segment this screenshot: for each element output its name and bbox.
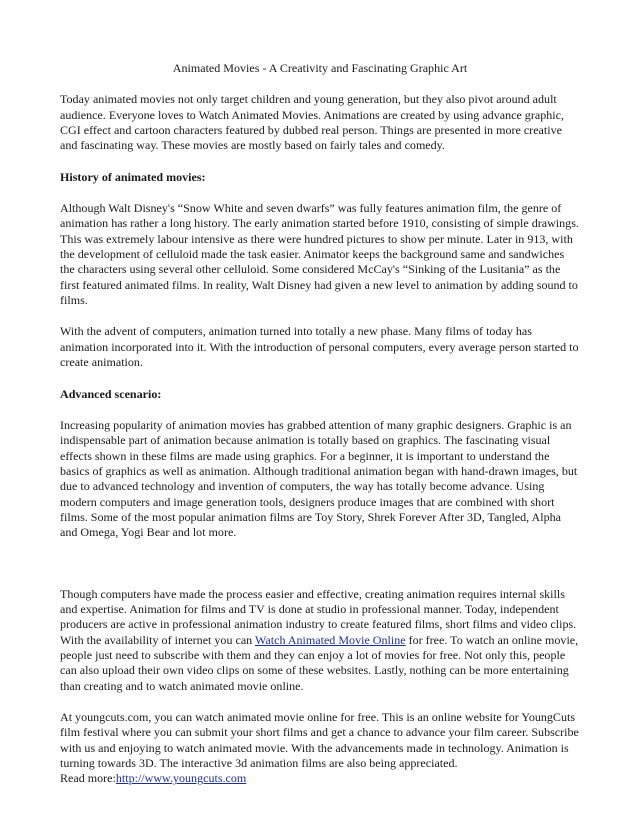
intro-paragraph: Today animated movies not only target children and young generation, but they also pivot around adult audience. Everyone loves to Watch Animated Movies. Animations are created by using advance graphic, CGI effect and cartoon characters featured by dubbed real person. Things are presented in more creative and fascinating way. These movies are mostly based on fairly tales and comedy. (60, 92, 564, 153)
history-paragraph-2: With the advent of computers, animation turned into totally a new phase. Many films of today has animation incorporated into it. With the introduction of personal computers, every average person started to create animation. (60, 324, 579, 370)
history-heading: History of animated movies: (60, 169, 206, 184)
document-title: Animated Movies - A Creativity and Fascinating Graphic Art (172, 61, 468, 75)
blank-spacer (60, 557, 580, 587)
closing-text-after-link: for free. To watch an online movie, people just need to subscribe with them and they can enjoy a lot of movies for free. Not only this, people can also upload their own video clips on some of these websites. Lastly, nothing can be more entertaining than creating and to watch animated movie online. (60, 632, 579, 693)
read-more-label: Read more: (60, 771, 116, 786)
closing-text-before-link: Though computers have made the process easier and effective, creating animation requires internal skills and expertise. Animation for films and TV is done at studio in professional manner. Today, independent producers are active in professional animation industry to create featured films, short films and video clips. With the availability of internet you can (60, 586, 577, 647)
read-more-line (60, 771, 580, 786)
advanced-heading: Advanced scenario: (60, 386, 162, 401)
closing-paragraph-2: At youngcuts.com, you can watch animated movie online for free. This is an online website for YoungCuts film festival where you can submit your short films and get a chance to advance your film career. Subscribe with us and enjoying to watch animated movie. With the advancements made in technology. Animation is turning towards 3D. The interactive 3d animation films are also being appreciated. (60, 710, 579, 771)
closing-paragraph-1 (60, 587, 580, 694)
youngcuts-url-link[interactable]: http://www.youngcuts.com (115, 771, 247, 786)
document-page (60, 61, 580, 787)
advanced-paragraph: Increasing popularity of animation movies has grabbed attention of many graphic designers. Graphic is an indispensable part of animation because animation is totally based on graphics. The fascinating visual effects shown in these films are made using graphics. For a beginner, it is important to understand the basics of graphics as well as animation. Although traditional animation began with hand-drawn images, but due to advanced technology and invention of computers, the way has totally become advance. Using modern computers and image generation tools, designers produce images that are combined with short films. Some of the most popular animation films are Toy Story, Shrek Forever After 3D, Tangled, Alpha and Omega, Yogi Bear and lot more. (60, 417, 578, 540)
history-paragraph-1: Although Walt Disney's “Snow White and seven dwarfs” was fully features animation film, the genre of animation has rather a long history. The early animation started before 1910, consisting of simple drawings. This was extremely labour intensive as there were hundred pictures to show per minute. Later in 913, with the development of celluloid made the task easier. Animator keeps the background same and sandwiches the characters using several other celluloid. Some considered McCay's “Sinking of the Lusitania” as the first featured animated films. In reality, Walt Disney had given a new level to animation by adding sound to films. (60, 201, 579, 308)
watch-animated-movie-online-link[interactable]: Watch Animated Movie Online (255, 632, 406, 647)
